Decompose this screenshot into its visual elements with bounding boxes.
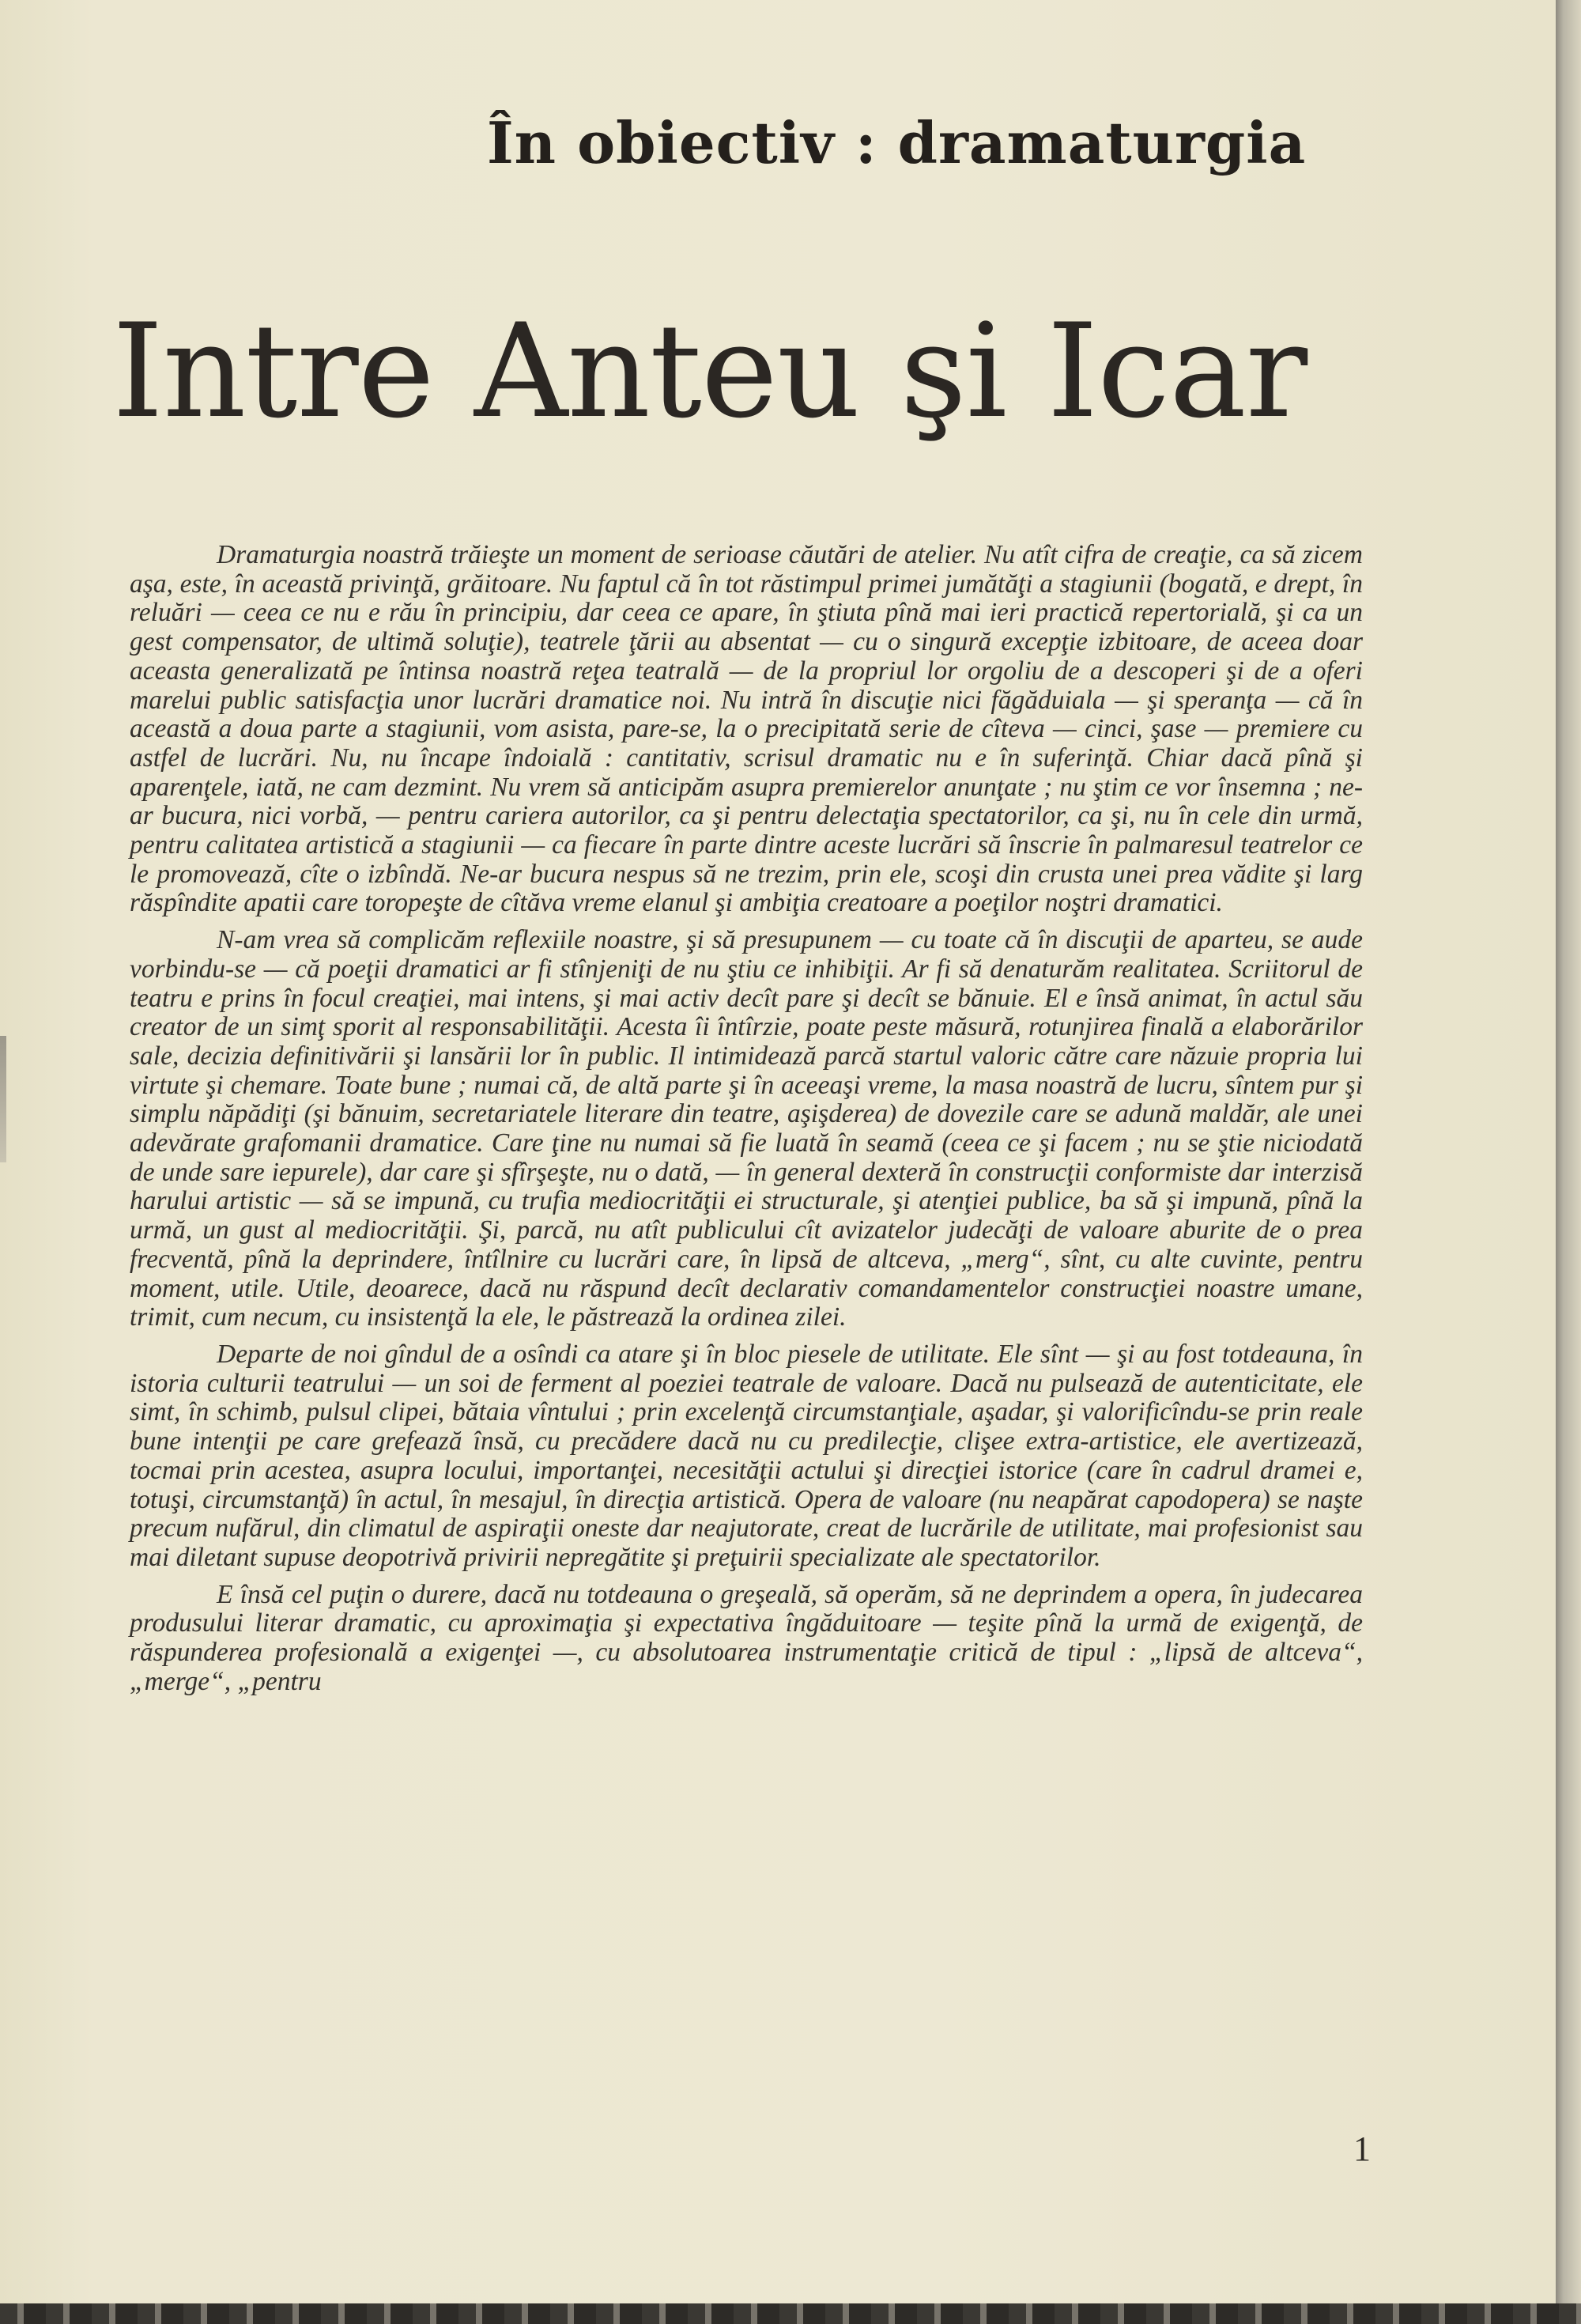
page-number: 1	[1353, 2129, 1371, 2168]
paragraph-2: N-am vrea să complicăm reflexiile noastre, şi să presupunem — cu toate că în discuţii de aparteu, se aude vorbindu-se — că poeţii dramatici ar fi stînjeniţi de nu ştiu ce inhibiţii. Ar fi să denaturăm realitatea. Scriitorul de teatru e prins în focul creaţiei, mai intens, şi mai activ decît pare şi decît se bănuie. El e însă animat, în actul său creator de un simţ sporit al responsabilităţii. Acesta îi întîrzie, poate peste măsură, rotunjirea finală a elaborărilor sale, decizia definitivării şi lansării lor în public. Il intimidează parcă startul valoric către care năzuie propria lui virtute şi chemare. Toate bune ; numai că, de altă parte şi în aceeaşi vreme, la masa noastră de lucru, sîntem pur şi simplu năpădiţi (şi bănuim, secretariatele literare din teatre, aşişderea) de dovezile care se adună maldăr, ale unei adevărate grafomanii dramatice. Care ţine nu numai să fie luată în seamă (ceea ce şi facem ; nu se ştie niciodată de unde sare iepurele), dar care şi sfîrşeşte, nu o dată, — în general dexteră în construcţii conformiste dar interzisă harului artistic — să se impună, cu trufia mediocrităţii ei structurale, şi atenţiei publice, ba să şi impună, pînă la urmă, un gust al mediocrităţii. Şi, parcă, nu atît publicului cît avizatelor judecăţi de valoare aburite de o prea frecventă, pînă la deprindere, întîlnire cu lucrări care, în lipsă de altceva, „merg“, sînt, cu alte cuvinte, pentru moment, utile. Utile, deoarece, dacă nu răspund decît declarativ comandamentelor construcţiei noastre umane, trimit, cum necum, cu insistenţă la ele, le păstrează la ordinea zilei.	[130, 925, 1363, 1332]
page-bottom-edge	[0, 2303, 1581, 2324]
article-body	[130, 541, 1363, 1704]
article-title: Intre Anteu şi Icar	[112, 296, 1307, 447]
page-gutter	[1556, 0, 1581, 2324]
paragraph-1: Dramaturgia noastră trăieşte un moment de serioase căutări de atelier. Nu atît cifra de creaţie, ca să zicem aşa, este, în această privinţă, grăitoare. Nu faptul că în tot răstimpul primei jumătăţi a stagiunii (bogată, e drept, în reluări — ceea ce nu e rău în principiu, dar ceea ce apare, în ştiuta pînă mai ieri practică repertorială, şi ca un gest compensator, de ultimă soluţie), teatrele ţării au absentat — cu o singură excepţie izbitoare, de aceea doar aceasta generalizată pe întinsa noastră reţea teatrală — de la propriul lor orgoliu de a descoperi şi de a oferi marelui public satisfacţia unor lucrări dramatice noi. Nu intră în discuţie nici făgăduiala — şi speranţa — că în această a doua parte a stagiunii, vom asista, pare-se, la o precipitată serie de cîteva — cinci, şase — premiere cu astfel de lucrări. Nu, nu încape îndoială : cantitativ, scrisul dramatic nu e în suferinţă. Chiar dacă pînă şi aparenţele, iată, ne cam dezmint. Nu vrem să anticipăm asupra premierelor anunţate ; nu ştim ce vor însemna ; ne-ar bucura, nici vorbă, — pentru cariera autorilor, ca şi pentru delectaţia spectatorilor, ca şi, nu în cele din urmă, pentru calitatea artistică a stagiunii — ca fiecare în parte dintre aceste lucrări să înscrie în palmaresul teatrelor ce le promovează, cîte o izbîndă. Ne-ar bucura nespus să ne trezim, prin ele, scoşi din crusta unei prea vădite şi larg răspîndite apatii care toropeşte de cîtăva vreme elanul şi ambiţia creatoare a poeţilor noştri dramatici.	[130, 540, 1363, 918]
binding-mark	[0, 1036, 6, 1162]
paragraph-3: Departe de noi gîndul de a osîndi ca atare şi în bloc piesele de utilitate. Ele sînt — şi au fost totdeauna, în istoria culturii teatrului — un soi de ferment al poeziei teatrale de valoare. Dacă nu pulsează de autenticitate, ele simt, în schimb, pulsul clipei, bătaia vîntului ; prin excelenţă circumstanţiale, aşadar, şi valorificîndu-se prin reale bune intenţii pe care grefează însă, cu precădere dacă nu cu predilecţie, clişee extra-artistice, ele avertizează, tocmai prin acestea, asupra locului, importanţei, necesităţii actului şi direcţiei istorice (care în cadrul dramei e, totuşi, circumstanţă) în actul, în mesajul, în direcţia artistică. Opera de valoare (nu neapărat capodopera) se naşte precum nufărul, din climatul de aspiraţii oneste dar neajutorate, creat de lucrările de utilitate, mai profesionist sau mai diletant supuse deopotrivă privirii nepregătite şi preţuirii specializate ale spectatorilor.	[130, 1339, 1363, 1572]
paragraph-4: E însă cel puţin o durere, dacă nu totdeauna o greşeală, să operăm, să ne deprindem a opera, în judecarea produsului literar dramatic, cu aproximaţia şi expectativa îngăduitoare — teşite pînă la urmă de exigenţă, de răspunderea profesională a exigenţei —, cu absolutoarea instrumentaţie critică de tipul : „lipsă de altceva“, „merge“, „pentru	[130, 1579, 1363, 1696]
section-kicker: În obiectiv : dramaturgia	[487, 109, 1307, 176]
